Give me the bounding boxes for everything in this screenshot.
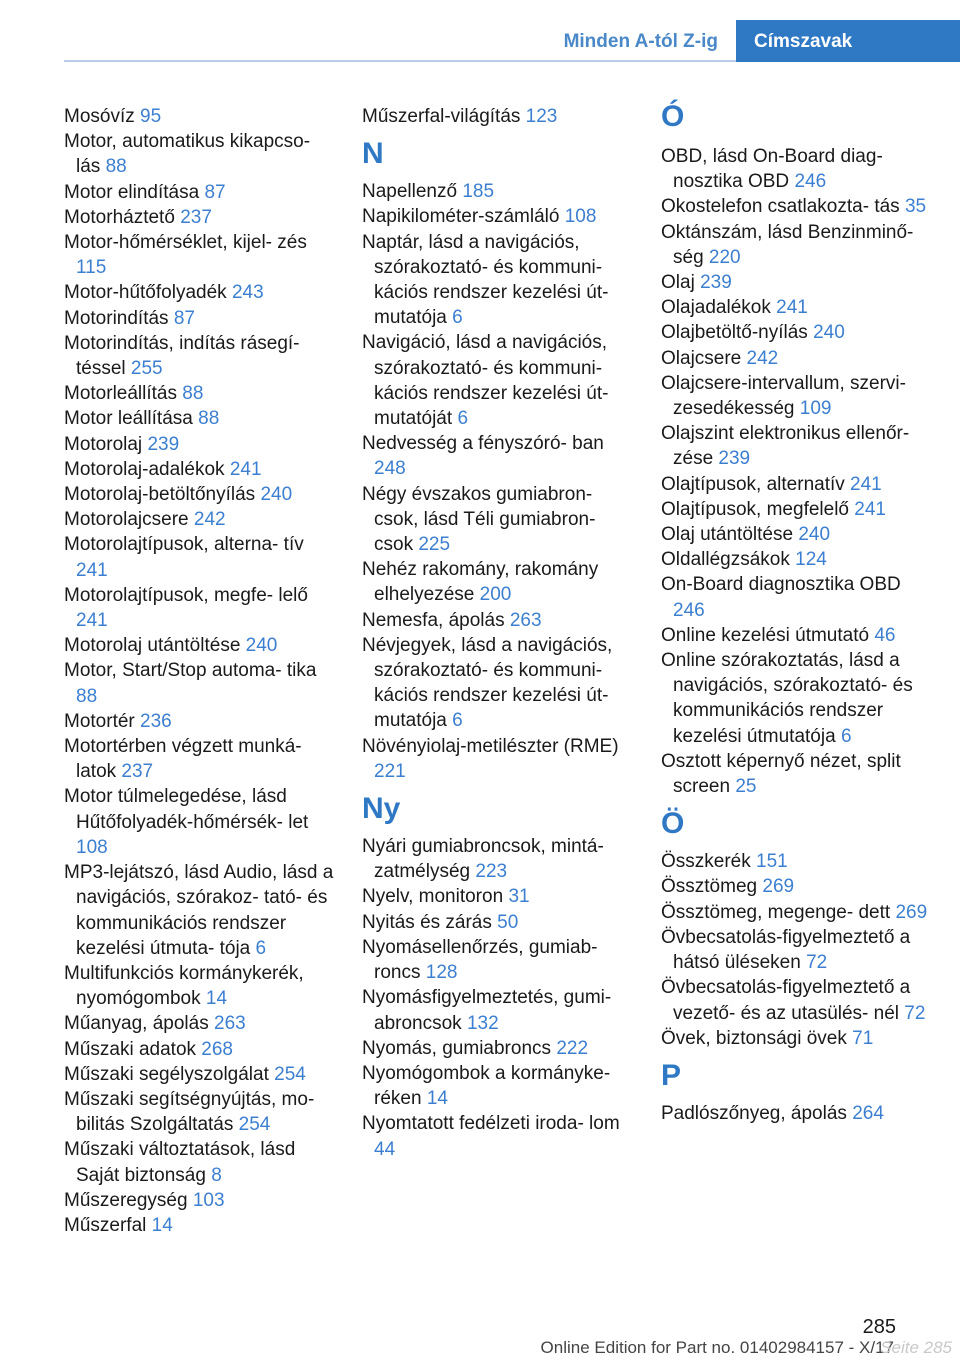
index-term: Motorolajtípusok, alterna‐ tív — [64, 534, 304, 556]
page-reference-link[interactable]: 25 — [735, 776, 757, 798]
page-reference-link[interactable]: 108 — [76, 836, 108, 858]
page-reference-link[interactable]: 241 — [76, 610, 108, 632]
page-reference-link[interactable]: 240 — [813, 322, 845, 344]
edition-footer: Online Edition for Part no. 01402984157 - X/17 — [540, 1338, 894, 1357]
index-term: Műszaki segélyszolgálat — [64, 1063, 269, 1085]
page-reference-link[interactable]: 88 — [105, 156, 127, 178]
index-entry — [661, 874, 931, 899]
page-reference-link[interactable]: 221 — [374, 760, 406, 782]
index-entry — [661, 1026, 931, 1051]
index-term: Multifunkciós kormánykerék, nyomógombok — [64, 962, 304, 1010]
page-reference-link[interactable]: 241 — [76, 559, 108, 581]
page-reference-link[interactable]: 95 — [140, 106, 162, 127]
index-entry — [661, 270, 931, 295]
index-term: Motorolajcsere — [64, 509, 189, 531]
index-entry — [64, 784, 336, 860]
index-term: Névjegyek, lásd a navigációs, szórakoztató- és kommuni‐ kációs rendszer kezelési út‐ mutatója — [362, 634, 613, 732]
index-entry — [64, 1037, 336, 1062]
index-entry — [64, 507, 336, 532]
page-reference-link[interactable]: 222 — [556, 1037, 589, 1059]
index-term: Nyitás és zárás — [362, 911, 492, 933]
index-term: Motorleállítás — [64, 383, 177, 405]
index-entry — [661, 572, 931, 622]
index-term: Motor túlmelegedése, lásd Hűtőfolyadék-hőmérsék‐ let — [64, 786, 309, 833]
index-entry — [64, 709, 336, 734]
index-entry — [362, 608, 634, 633]
index-term: Motorindítás, indítás rásegí‐ téssel — [64, 332, 300, 380]
index-term: Motor elindítása — [64, 181, 200, 203]
index-entry — [661, 522, 931, 547]
index-term: Padlószőnyeg, ápolás — [661, 1102, 847, 1124]
page-reference-link[interactable]: 6 — [457, 408, 469, 430]
index-term: Olajcsere-intervallum, szervi‐ zesedékesség — [661, 372, 906, 420]
index-entry — [64, 734, 336, 784]
index-term: Övek, biztonsági övek — [661, 1027, 847, 1049]
page-reference-link[interactable]: 225 — [418, 534, 451, 556]
index-term: Motorolaj utántöltése — [64, 635, 241, 657]
page-reference-link[interactable]: 243 — [231, 282, 264, 304]
page-reference-link[interactable]: 50 — [497, 911, 519, 933]
index-entry — [64, 432, 336, 457]
index-entry — [362, 431, 634, 481]
page-reference-link[interactable]: 246 — [794, 171, 827, 193]
index-term: MP3-lejátszó, lásd Audio, lásd a navigációs, szórakoz‐ tató- és kommunikációs rendszer kezelési útmuta‐ tója — [64, 862, 334, 959]
index-entry — [661, 925, 931, 975]
page-reference-link[interactable]: 241 — [854, 498, 886, 520]
page-reference-link[interactable]: 87 — [173, 307, 195, 329]
index-entry — [64, 532, 336, 582]
index-term: Motorindítás — [64, 307, 169, 329]
page-reference-link[interactable]: 128 — [425, 962, 458, 984]
index-entry — [661, 497, 931, 522]
index-term: Övbecsatolás-figyelmeztető a vezető- és az utasülés‐ nél — [661, 977, 911, 1024]
index-entry — [362, 230, 634, 331]
index-entry — [661, 346, 931, 371]
index-term: Motor leállítása — [64, 408, 193, 430]
page-reference-link[interactable]: 6 — [255, 937, 267, 959]
index-entry — [64, 457, 336, 482]
page-reference-link[interactable]: 35 — [904, 196, 927, 218]
index-term: Olaj utántöltése — [661, 524, 794, 546]
page-reference-link[interactable]: 151 — [756, 851, 788, 873]
index-entry — [64, 306, 336, 331]
index-term: Motorháztető — [64, 206, 175, 228]
index-entry — [661, 421, 931, 471]
index-term: Mosóvíz — [64, 106, 135, 127]
index-entry — [362, 633, 634, 734]
page-reference-link[interactable]: 14 — [426, 1088, 448, 1110]
index-term: Növényiolaj-metilészter (RME) — [362, 735, 619, 757]
page-reference-link[interactable]: 88 — [182, 383, 204, 405]
index-entry — [362, 104, 634, 129]
index-entry — [362, 1111, 634, 1161]
page-reference-link[interactable]: 185 — [462, 181, 495, 203]
index-term: Nehéz rakomány, rakomány elhelyezése — [362, 559, 599, 606]
page-reference-link[interactable]: 124 — [795, 549, 827, 571]
index-term: Navigáció, lásd a navigációs, szórakoztató- és kommuni‐ kációs rendszer kezelési út‐ mutatóját — [362, 332, 609, 430]
index-term: Motorolaj-adalékok — [64, 458, 225, 480]
index-entry — [362, 1036, 634, 1061]
page-reference-link[interactable]: 269 — [895, 901, 928, 923]
index-entry — [64, 860, 336, 961]
index-entry — [64, 1011, 336, 1036]
page-reference-link[interactable]: 240 — [245, 635, 278, 657]
index-term: Övbecsatolás-figyelmeztető a hátsó üléseken — [661, 926, 911, 974]
index-column-3 — [661, 100, 931, 1126]
index-term: Olajtípusok, megfelelő — [661, 498, 849, 520]
index-letter-heading: Ny — [362, 792, 401, 826]
index-term: Motorolaj — [64, 433, 143, 455]
page-reference-link[interactable]: 239 — [147, 433, 180, 455]
index-term: Online kezelési útmutató — [661, 624, 870, 646]
index-term: Motorolajtípusok, megfe‐ lelő — [64, 584, 308, 606]
index-term: Olajszint elektronikus ellenőr‐ zése — [661, 423, 910, 470]
index-entry — [661, 975, 931, 1025]
index-letter-heading: Ó — [661, 100, 685, 133]
page-reference-link[interactable]: 263 — [214, 1013, 246, 1035]
page-reference-link[interactable]: 44 — [374, 1138, 396, 1160]
index-term: Nyomógombok a kormányke‐ réken — [362, 1062, 611, 1110]
index-entry — [661, 749, 931, 799]
index-entry — [661, 220, 931, 270]
index-term: Nemesfa, ápolás — [362, 609, 505, 631]
index-term: Összkerék — [661, 851, 751, 873]
page-reference-link[interactable]: 71 — [852, 1027, 874, 1049]
index-term: Motor-hűtőfolyadék — [64, 282, 227, 304]
index-entry — [64, 406, 336, 431]
index-entry — [661, 371, 931, 421]
page-reference-link[interactable]: 239 — [700, 272, 732, 294]
index-entry — [64, 331, 336, 381]
index-entry — [64, 129, 336, 179]
page-reference-link[interactable]: 236 — [140, 710, 172, 732]
page-reference-link[interactable]: 248 — [374, 458, 406, 480]
index-term: Nyomásellenőrzés, gumiab‐ roncs — [362, 936, 598, 984]
index-term: Nyomásfigyelmeztetés, gumi‐ abroncsok — [362, 987, 612, 1034]
index-entry — [362, 204, 634, 229]
page-reference-link[interactable]: 8 — [211, 1164, 222, 1186]
index-entry — [362, 330, 634, 431]
index-entry — [661, 1101, 931, 1126]
index-entry — [362, 935, 634, 985]
page-reference-link[interactable]: 108 — [564, 206, 597, 228]
index-letter-heading: N — [362, 137, 384, 171]
page-reference-link[interactable]: 237 — [121, 761, 154, 783]
page-reference-link[interactable]: 240 — [260, 484, 293, 506]
index-entry — [362, 482, 634, 558]
index-term: Műszaki segítségnyújtás, mo‐ bilitás Szolgáltatás — [64, 1088, 315, 1136]
index-term: On-Board diagnosztika OBD — [661, 574, 901, 596]
index-term: Okostelefon csatlakozta‐ tás — [661, 196, 900, 218]
index-entry — [64, 1062, 336, 1087]
page-reference-link[interactable]: 239 — [718, 448, 751, 470]
page-reference-link[interactable]: 240 — [798, 524, 831, 546]
index-term: Műszerfal — [64, 1214, 147, 1236]
index-term: Motor, Start/Stop automa‐ tika — [64, 660, 317, 682]
index-entry — [661, 320, 931, 345]
index-term: Olajcsere — [661, 347, 742, 369]
index-entry — [661, 648, 931, 749]
page-reference-link[interactable]: 254 — [238, 1114, 271, 1136]
page-reference-link[interactable]: 87 — [204, 181, 226, 203]
page-reference-link[interactable]: 241 — [229, 458, 262, 480]
index-term: Osztott képernyő nézet, split screen — [661, 750, 901, 798]
page-reference-link[interactable]: 6 — [452, 710, 463, 732]
page-reference-link[interactable]: 264 — [852, 1102, 884, 1124]
page-reference-link[interactable]: 237 — [180, 206, 212, 228]
page-reference-link[interactable]: 123 — [525, 106, 558, 127]
index-entry — [64, 961, 336, 1011]
index-term: Motor, automatikus kikapcso‐ lás — [64, 131, 311, 178]
page-header — [0, 20, 960, 62]
index-entry — [64, 230, 336, 280]
header-rule — [64, 60, 736, 62]
index-entry — [661, 472, 931, 497]
index-entry — [661, 295, 931, 320]
page-reference-link[interactable]: 241 — [850, 473, 882, 495]
index-term: Motortérben végzett munká‐ latok — [64, 736, 302, 783]
page-reference-link[interactable]: 242 — [746, 347, 779, 369]
index-term: Online szórakoztatás, lásd a navigációs, szórakoztató- és kommunikációs rendszer kezelési útmutatója — [661, 650, 913, 747]
index-term: Műszeregység — [64, 1189, 188, 1211]
index-term: Oldallégzsákok — [661, 549, 790, 571]
index-letter-heading: P — [661, 1058, 682, 1092]
index-term: Naptár, lásd a navigációs, szórakoztató- és kommuni‐ kációs rendszer kezelési út‐ mutatója — [362, 231, 609, 329]
index-term: Motor-hőmérséklet, kijel‐ zés — [64, 232, 307, 254]
index-term: Nedvesség a fényszóró‐ ban — [362, 433, 604, 455]
page-reference-link[interactable]: 6 — [452, 307, 463, 329]
index-term: OBD, lásd On-Board diag‐ nosztika OBD — [661, 146, 883, 193]
index-entry — [64, 658, 336, 708]
index-entry — [362, 557, 634, 607]
index-term: Műszaki adatok — [64, 1038, 197, 1060]
page-reference-link[interactable]: 31 — [508, 886, 530, 908]
index-term: Négy évszakos gumiabron‐ csok, lásd Téli gumiabron‐ csok — [362, 483, 596, 556]
index-term: Össztömeg — [661, 876, 758, 898]
index-term: Olajadalékok — [661, 297, 771, 319]
index-column-1 — [64, 104, 336, 1238]
index-term: Napikilométer-számláló — [362, 206, 560, 228]
index-term: Össztömeg, megenge‐ dett — [661, 901, 891, 923]
page-reference-link[interactable]: 6 — [840, 725, 852, 747]
index-term: Nyári gumiabroncsok, mintá‐ zatmélység — [362, 836, 604, 883]
index-letter-heading: Ö — [661, 807, 685, 841]
page-reference-link[interactable]: 72 — [904, 1002, 926, 1024]
index-term: Motorolaj-betöltőnyílás — [64, 484, 256, 506]
index-term: Olajtípusok, alternatív — [661, 473, 845, 495]
page-reference-link[interactable]: 263 — [509, 609, 542, 631]
index-entry — [64, 280, 336, 305]
page-reference-link[interactable]: 254 — [274, 1063, 306, 1085]
page-reference-link[interactable]: 109 — [799, 398, 832, 420]
index-entry — [661, 194, 931, 219]
index-entry — [661, 547, 931, 572]
index-entry — [64, 583, 336, 633]
page-reference-link[interactable]: 255 — [130, 358, 163, 380]
index-term: Műanyag, ápolás — [64, 1013, 209, 1035]
page-reference-link[interactable]: 14 — [151, 1214, 173, 1236]
index-entry — [661, 623, 931, 648]
index-term: Nyomás, gumiabroncs — [362, 1037, 552, 1059]
page-reference-link[interactable]: 223 — [475, 861, 508, 883]
index-column-2 — [362, 104, 634, 1162]
index-term: Motortér — [64, 710, 135, 732]
page-reference-link[interactable]: 72 — [806, 952, 828, 974]
chapter-tab: Címszavak — [736, 20, 960, 62]
index-entry — [64, 633, 336, 658]
index-term: Olajbetöltő-nyílás — [661, 322, 808, 344]
index-entry — [362, 834, 634, 884]
index-entry — [362, 179, 634, 204]
index-entry — [661, 849, 931, 874]
index-entry — [64, 180, 336, 205]
section-title: Minden A-tól Z-ig — [563, 31, 718, 52]
page-reference-link[interactable]: 103 — [192, 1189, 225, 1211]
index-term: Nyelv, monitoron — [362, 886, 504, 908]
index-entry — [362, 985, 634, 1035]
index-entry — [661, 144, 931, 194]
index-entry — [64, 1087, 336, 1137]
index-entry — [64, 1213, 336, 1238]
index-entry — [64, 104, 336, 129]
watermark: Seite 285 — [880, 1338, 952, 1357]
page-reference-link[interactable]: 242 — [193, 509, 226, 531]
index-entry — [362, 1061, 634, 1111]
index-term: Nyomtatott fedélzeti iroda‐ lom — [362, 1113, 620, 1135]
index-entry — [64, 482, 336, 507]
index-term: Olaj — [661, 272, 695, 294]
index-term: Napellenző — [362, 181, 458, 203]
index-entry — [64, 381, 336, 406]
index-term: Műszerfal-világítás — [362, 106, 521, 127]
page-reference-link[interactable]: 268 — [201, 1038, 233, 1060]
index-term: Műszaki változtatások, lásd Saját biztonság — [64, 1139, 296, 1186]
page-reference-link[interactable]: 269 — [762, 876, 795, 898]
page-reference-link[interactable]: 200 — [479, 584, 512, 606]
page-reference-link[interactable]: 14 — [205, 988, 228, 1010]
page-reference-link[interactable]: 241 — [776, 297, 808, 319]
index-entry — [661, 900, 931, 925]
index-entry — [64, 1137, 336, 1187]
index-entry — [64, 205, 336, 230]
page-number: 285 — [862, 1316, 896, 1338]
index-term: Oktánszám, lásd Benzinminő‐ ség — [661, 221, 914, 268]
page-reference-link[interactable]: 88 — [198, 408, 220, 430]
index-entry — [362, 884, 634, 909]
index-entry — [64, 1188, 336, 1213]
page-reference-link[interactable]: 88 — [76, 685, 98, 707]
page-reference-link[interactable]: 115 — [76, 257, 107, 279]
page-reference-link[interactable]: 132 — [466, 1012, 499, 1034]
page-reference-link[interactable]: 46 — [874, 624, 896, 646]
page-reference-link[interactable]: 246 — [673, 599, 705, 621]
index-entry — [362, 734, 634, 784]
page-reference-link[interactable]: 220 — [708, 246, 741, 268]
index-entry — [362, 910, 634, 935]
